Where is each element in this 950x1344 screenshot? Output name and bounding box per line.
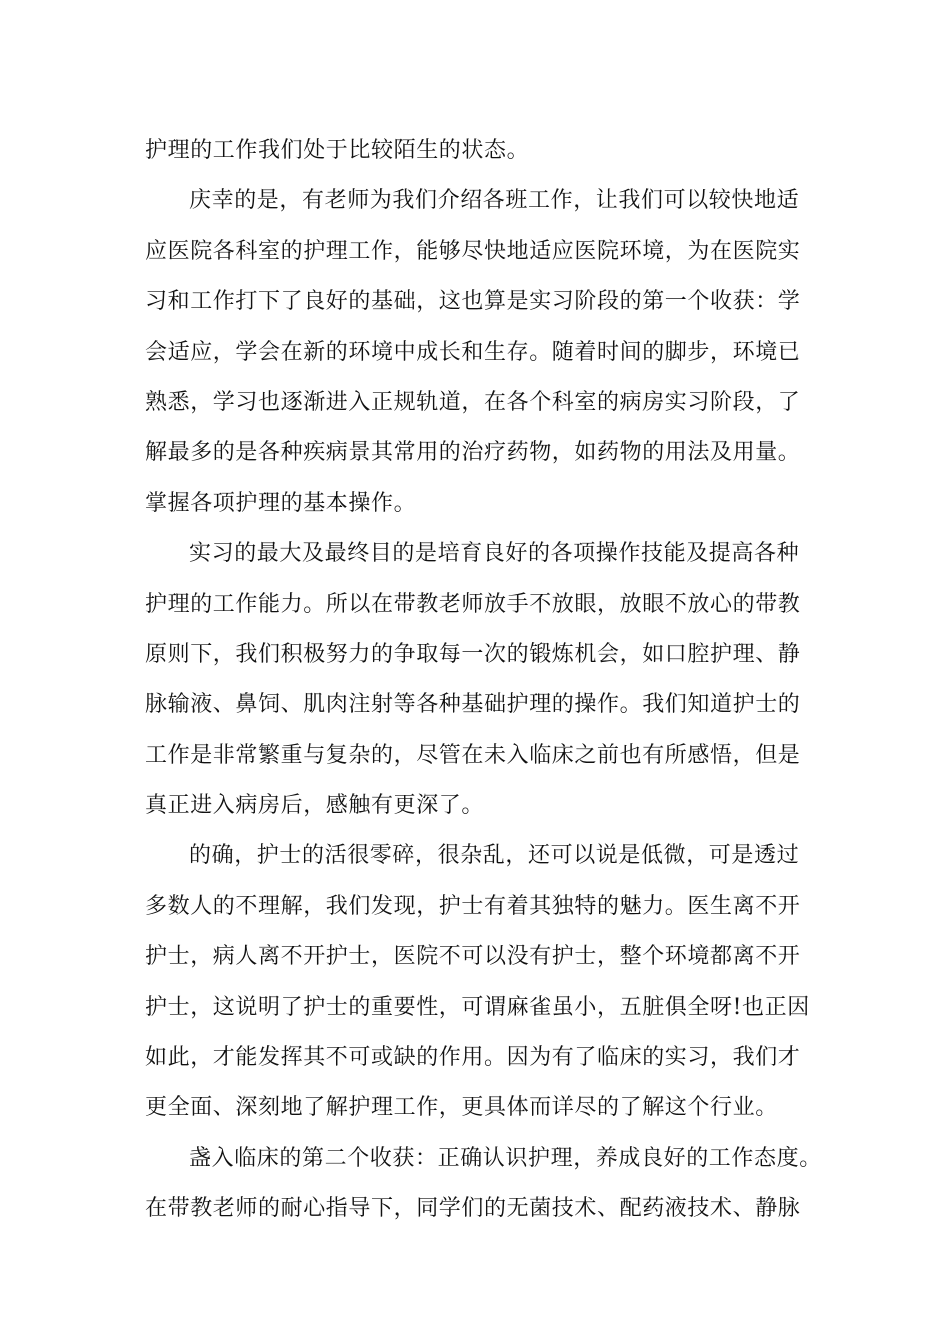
text-line: 习和工作打下了良好的基础，这也算是实习阶段的第一个收获：学: [145, 289, 801, 315]
text-line: 多数人的不理解，我们发现，护士有着其独特的魅力。医生离不开: [145, 893, 801, 919]
text-line: 护士，这说明了护士的重要性，可谓麻雀虽小，五脏俱全呀!也正因: [145, 994, 810, 1020]
paragraph-first-line: 实习的最大及最终目的是培育良好的各项操作技能及提高各种: [189, 541, 800, 567]
text-line: 护士，病人离不开护士，医院不可以没有护士，整个环境都离不开: [145, 944, 801, 970]
text-line: 如此，才能发挥其不可或缺的作用。因为有了临床的实习，我们才: [145, 1045, 801, 1071]
text-line: 更全面、深刻地了解护理工作，更具体而详尽的了解这个行业。: [145, 1095, 778, 1121]
text-line: 解最多的是各种疾病景其常用的治疗药物，如药物的用法及用量。: [145, 440, 801, 466]
text-line: 护理的工作能力。所以在带教老师放手不放眼，放眼不放心的带教: [145, 591, 801, 617]
paragraph-first-line: 盏入临床的第二个收获：正确认识护理，养成良好的工作态度。: [189, 1145, 822, 1171]
text-line: 应医院各科室的护理工作，能够尽快地适应医院环境，为在医院实: [145, 238, 801, 264]
text-line: 掌握各项护理的基本操作。: [145, 490, 417, 516]
text-line: 真正进入病房后，感触有更深了。: [145, 793, 485, 819]
paragraph-first-line: 的确，护士的活很零碎，很杂乱，还可以说是低微，可是透过: [189, 843, 800, 869]
body-text: [145, 126, 825, 1235]
text-line: 原则下，我们积极努力的争取每一次的锻炼机会，如口腔护理、静: [145, 641, 801, 667]
text-line: 在带教老师的耐心指导下，同学们的无菌技术、配药液技术、静脉: [145, 1196, 801, 1222]
text-line: 会适应，学会在新的环境中成长和生存。随着时间的脚步，环境已: [145, 339, 801, 365]
text-line: 工作是非常繁重与复杂的，尽管在未入临床之前也有所感悟，但是: [145, 742, 801, 768]
paragraph-first-line: 庆幸的是，有老师为我们介绍各班工作，让我们可以较快地适: [189, 188, 800, 214]
text-line: 熟悉，学习也逐渐进入正规轨道，在各个科室的病房实习阶段，了: [145, 389, 801, 415]
text-line: 护理的工作我们处于比较陌生的状态。: [145, 138, 530, 163]
text-line: 脉输液、鼻饲、肌肉注射等各种基础护理的操作。我们知道护士的: [145, 692, 801, 718]
